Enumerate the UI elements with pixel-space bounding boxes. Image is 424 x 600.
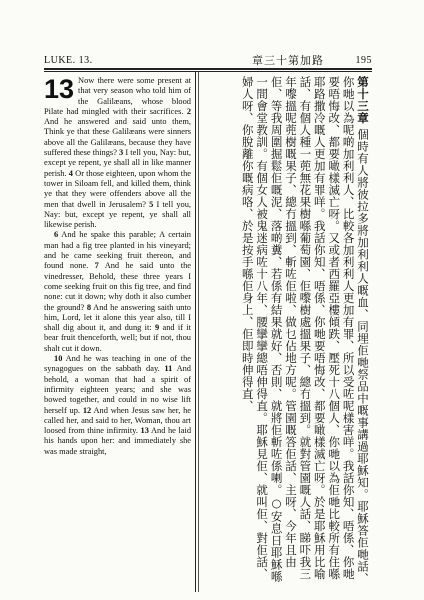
verse-number: 11 bbox=[164, 364, 173, 374]
verse-11: And behold, a woman that had a spirit of infirmity eighteen years; and she was bowed together, and could in no wise lift herself up. bbox=[44, 364, 191, 415]
verse-6: And he spake this parable; A certain man had a fig tree planted in his vineyard; and he came seeking fruit thereon, and found none. bbox=[44, 230, 191, 271]
verse-number: 9 bbox=[154, 323, 160, 333]
verse-7: And he said unto the vinedresser, Behold, these three years I come seeking fruit on this fig tree, and find none: cut it down; why doth it also cumber the ground? bbox=[44, 261, 191, 312]
verse-3: I tell you, Nay: but, except ye repent, ye shall all in like manner perish. bbox=[44, 148, 191, 178]
column-divider bbox=[195, 72, 196, 592]
verse-8: And he answering saith unto him, Lord, let it alone this year also, till I shall dig about it, and dung it: bbox=[44, 302, 191, 333]
english-paragraph bbox=[44, 76, 191, 230]
page-number: 195 bbox=[355, 54, 372, 66]
header-rule-thin bbox=[44, 71, 372, 72]
chapter-dropcap: 13 bbox=[44, 76, 75, 104]
chinese-text: 個時有人將彼拉多將加利利人嘅血、同埋佢哋祭品中嘅事講過耶穌知。耶穌答佢哋話、你哋以為呢啲加利利人、比較各加利利人更加有罪、所以受咗呢樣害咩。我話你知、唔係、你哋要唔悔改、都要噉樣滅亡呀。又或者西羅亞樓傾跌、壓死十八個人、你哋以為佢哋比較所有住喺耶路撒冷嘅人更加有罪咩。我話你知、唔係、你哋要唔悔改、都要噉樣滅亡呀。於是耶穌用比喻話、有個人種一蔸無花果樹喺葡萄園、佢嚟樹處搵果子、總冇搵到。就對管園嘅人話、睇吓我三年嚟搵呢蔸樹嘅果子、總冇搵到、斬咗佢啦、做乜佔地方呢。管園嘅答佢話、主呀、今年且由佢、等我周圍掘鬆佢嘅泥、落啲糞、若係有結果就好、否則、就將佢斬咗係喇。○安息日耶穌喺一間會堂教訓。有個女人被鬼迷病咗十八年、腰攣攣總唔伸得直。耶穌見佢、就叫佢、對佢話、婦人呀、你脫離你嘅病咯、於是按手喺佢身上、佢即時伸得直、 bbox=[240, 76, 370, 585]
verse-number: 4 bbox=[68, 168, 73, 178]
english-paragraph bbox=[44, 230, 191, 354]
chinese-chapter-label: 第十三章 bbox=[356, 76, 370, 124]
verse-5: I tell you, Nay: but, except ye repent, ye shall all likewise perish. bbox=[44, 199, 191, 230]
column-divider-inner bbox=[198, 72, 199, 592]
verse-number: 10 bbox=[54, 354, 63, 364]
verse-13: And he laid his hands upon her: and immediately she was made straight, bbox=[44, 426, 191, 456]
verse-number: 3 bbox=[119, 148, 124, 158]
verse-number: 5 bbox=[149, 199, 154, 209]
verse-number: 12 bbox=[82, 405, 92, 415]
verse-number: 7 bbox=[94, 261, 99, 271]
chinese-text-column bbox=[202, 76, 370, 588]
verse-number: 6 bbox=[54, 230, 59, 240]
verse-1: Now there were some present at that very season who told him of the Galilæans, whose blood Pilate had mingled with their sacrifices. bbox=[44, 76, 191, 116]
chinese-chapter-heading: 章三十第加路 bbox=[252, 55, 324, 67]
verse-10: And he was teaching in one of the synagogues on the sabbath day. bbox=[44, 354, 191, 374]
verse-number: 2 bbox=[186, 106, 191, 116]
verse-4: Or those eighteen, upon whom the tower in Siloam fell, and killed them, think ye that they were offenders above all the men that dwell in Jerusalem? bbox=[44, 168, 191, 209]
verse-2: And he answered and said unto them, Think ye that these Galilæans were sinners above all the Galilæans, because they have suffered these things? bbox=[44, 117, 191, 158]
book-chapter-heading: LUKE. 13. bbox=[44, 54, 93, 66]
page-header bbox=[44, 50, 372, 70]
english-paragraph bbox=[44, 354, 191, 457]
verse-9: and if it bear fruit thenceforth, well; but if not, thou shalt cut it down. bbox=[44, 323, 191, 353]
header-rule bbox=[44, 68, 372, 70]
verse-number: 8 bbox=[86, 302, 92, 312]
verse-number: 13 bbox=[140, 426, 149, 436]
verse-12: And when Jesus saw her, he called her, and said to her, Woman, thou art loosed from thine infirmity. bbox=[44, 405, 191, 436]
english-text-column bbox=[44, 76, 191, 588]
